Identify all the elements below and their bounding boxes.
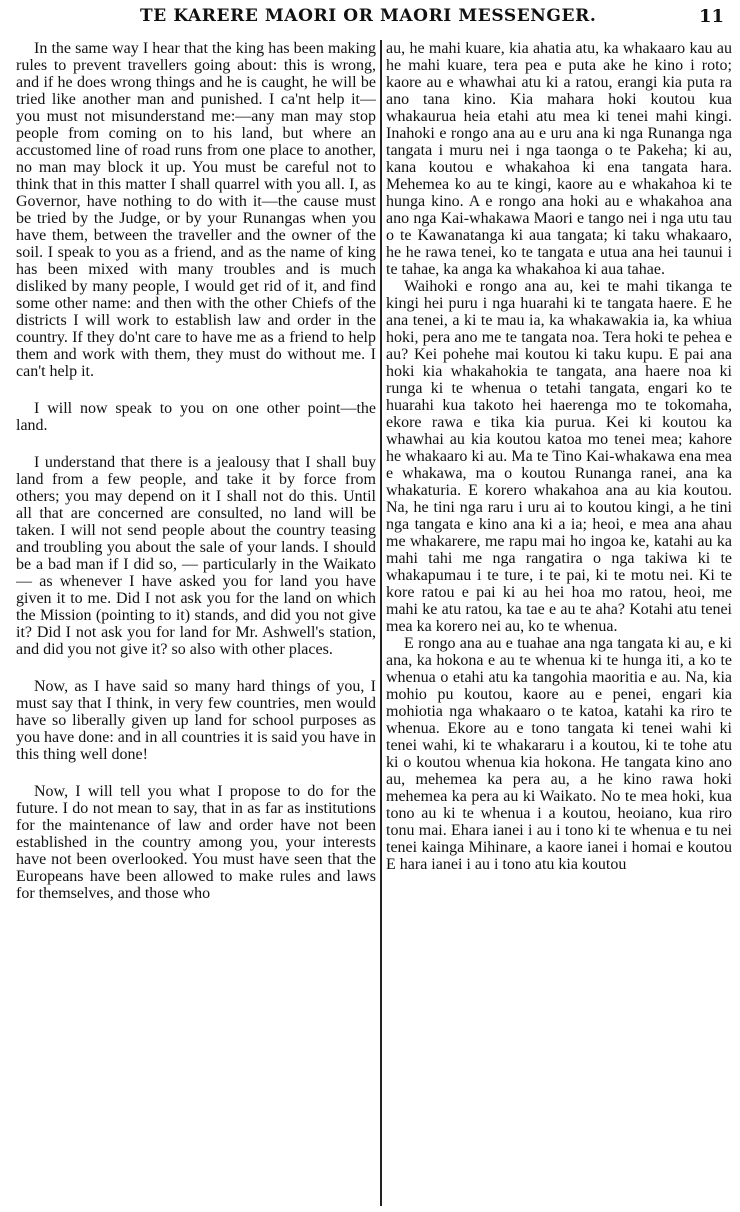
- masthead-title: TE KARERE MAORI OR MAORI MESSENGER.: [140, 6, 597, 26]
- maori-column: [386, 40, 732, 1208]
- column-divider: [380, 40, 382, 1206]
- paragraph: au, he mahi kuare, kia ahatia atu, ka whakaaro kau au he mahi kuare, tera pea e puta ake he kino i roto; kaore au e whawhai atu ki a ratou, erangi kia puta ra ano tana kino. Kia mahara hoki koutou kua whakaurua heia etahi atu mea ki tenei mahi kingi. Inahoki e rongo ana au e uru ana ki nga Runanga nga tangata i muru nei i nga taonga o te Pakeha; ki au, kana koutou e whakahoa ki ena tangata hara. Mehemea ko au te kingi, kaore au e whakahoa ki te hunga kino. A e rongo ana hoki au e whakahoa ana ano nga Kai-whakawa Maori e tango nei i nga utu tau o te Kawanatanga ki aua tangata; ki taku whakaaro, he he rawa tenei, ko te tangata e utua ana hei taunui i te tahae, ka anga ka whakahoa ki aua tahae.: [386, 40, 732, 278]
- paragraph: E rongo ana au e tuahae ana nga tangata ki au, e ki ana, ka hokona e au te whenua ki te hunga iti, a ko te whenua o etahi atu ka tangohia maoritia e au. Na, kia mohio pu koutou, kaore au e penei, engari kia mohiotia nga whakaaro o te katoa, katahi ka riro te whenua. Ekore au e tono tangata ki tenei wahi ki tenei wahi, ki te whakararu i a koutou, ki te tohe atu ki o koutou whenua kia hokona. He tangata kino ano au, mehemea ka pera au, a he kino rawa hoki mehemea ka pera au ki Waikato. No te mea hoki, kua tono au ki te whenua i a koutou, heoiano, kua riro tonu mai. Ehara ianei i au i tono ki te whenua e tu nei tenei kainga Mihinare, a kaore ianei i homai e koutou E hara ianei i au i tono atu kia koutou: [386, 635, 732, 873]
- paragraph: Now, I will tell you what I propose to do for the future. I do not mean to say, that in as far as institutions for the maintenance of law and order have not been established in the country among you, your interests have not been overlooked. You must have seen that the Europeans have been allowed to make rules and laws for themselves, and those who: [16, 783, 376, 902]
- page-header: [0, 4, 740, 30]
- page-number: 11: [698, 6, 724, 27]
- paragraph: Now, as I have said so many hard things of you, I must say that I think, in very few countries, men would have so liberally given up land for school purposes as you have done: and in all countries it is said you have in this thing well done!: [16, 678, 376, 763]
- paragraph: Waihoki e rongo ana au, kei te mahi tikanga te kingi hei puru i nga huarahi ki te tangata haere. E he ana tenei, a ki te mau ia, ka whakawakia ia, ka whiua hoki, pera ano me te tangata noa. Tera hoki te pehea e au? Kei pohehe mai koutou ki taku kupu. E pai ana hoki kia whakahokia te tangata, ana haere noa ki runga ki te whenua o tetahi tangata, engari ko te huarahi kua takoto hei haerenga mo te tokomaha, ekore rawa e tika kia purua. Kei ki koutou ka whawhai au kia koutou katoa mo tenei mea; kahore he whakaaro ki au. Ma te Tino Kai-whakawa ena mea e whakawa, ma o koutou Runanga ranei, ana ka whakaturia. E korero whakahoa ana au kia koutou. Na, he tini nga raru i uru ai to koutou kingi, a he tini nga tangata e kino ana ki a ia; heoi, e mea ana ahau me whakarere, me rapu mai ho ingoa ke, katahi au ka mahi tahi me nga rangatira o nga takiwa ki te whakapumau i te ture, i te pai, ki te motu nei. Ki te kore ratou e pai ki au hei hoa mo ratou, heoi, me mahi ke atu ratou, ka tae e au te aha? Kotahi atu tenei mea ka korero nei au, ko te whenua.: [386, 278, 732, 635]
- paragraph: In the same way I hear that the king has been making rules to prevent travellers going about: this is wrong, and if he does wrong things and he is caught, he will be tried like another man and punished. I ca'nt help it—you must not misunderstand me:—any man may stop people from coming on to his land, but where an accustomed line of road runs from one place to another, no man may block it up. You must be careful not to think that in this matter I shall quarrel with you all. I, as Governor, have nothing to do with it—the cause must be tried by the Judge, or by your Runangas when you have them, between the traveller and the owner of the soil. I speak to you as a friend, and as the name of king has been mixed with many troubles and is much disliked by many people, I would get rid of it, and find some other name: and then with the other Chiefs of the districts I will work to establish law and order in the country. If they do'nt care to have me as a friend to help them and work with them, they must do without me. I can't help it.: [16, 40, 376, 380]
- paragraph: I understand that there is a jealousy that I shall buy land from a few people, and take it by force from others; you may depend on it I shall not do this. Until all that are concerned are consulted, no land will be taken. I will not send people about the country teasing and troubling you about the sale of your lands. I should be a bad man if I did so, — particularly in the Waikato — as whenever I have asked you for land you have given it to me. Did I not ask you for the land on which the Mission (pointing to it) stands, and did you not give it? Did I not ask you for land for Mr. Ashwell's station, and did you not give it? so also with other places.: [16, 454, 376, 658]
- english-column: [16, 40, 376, 1208]
- paragraph: I will now speak to you on one other point—the land.: [16, 400, 376, 434]
